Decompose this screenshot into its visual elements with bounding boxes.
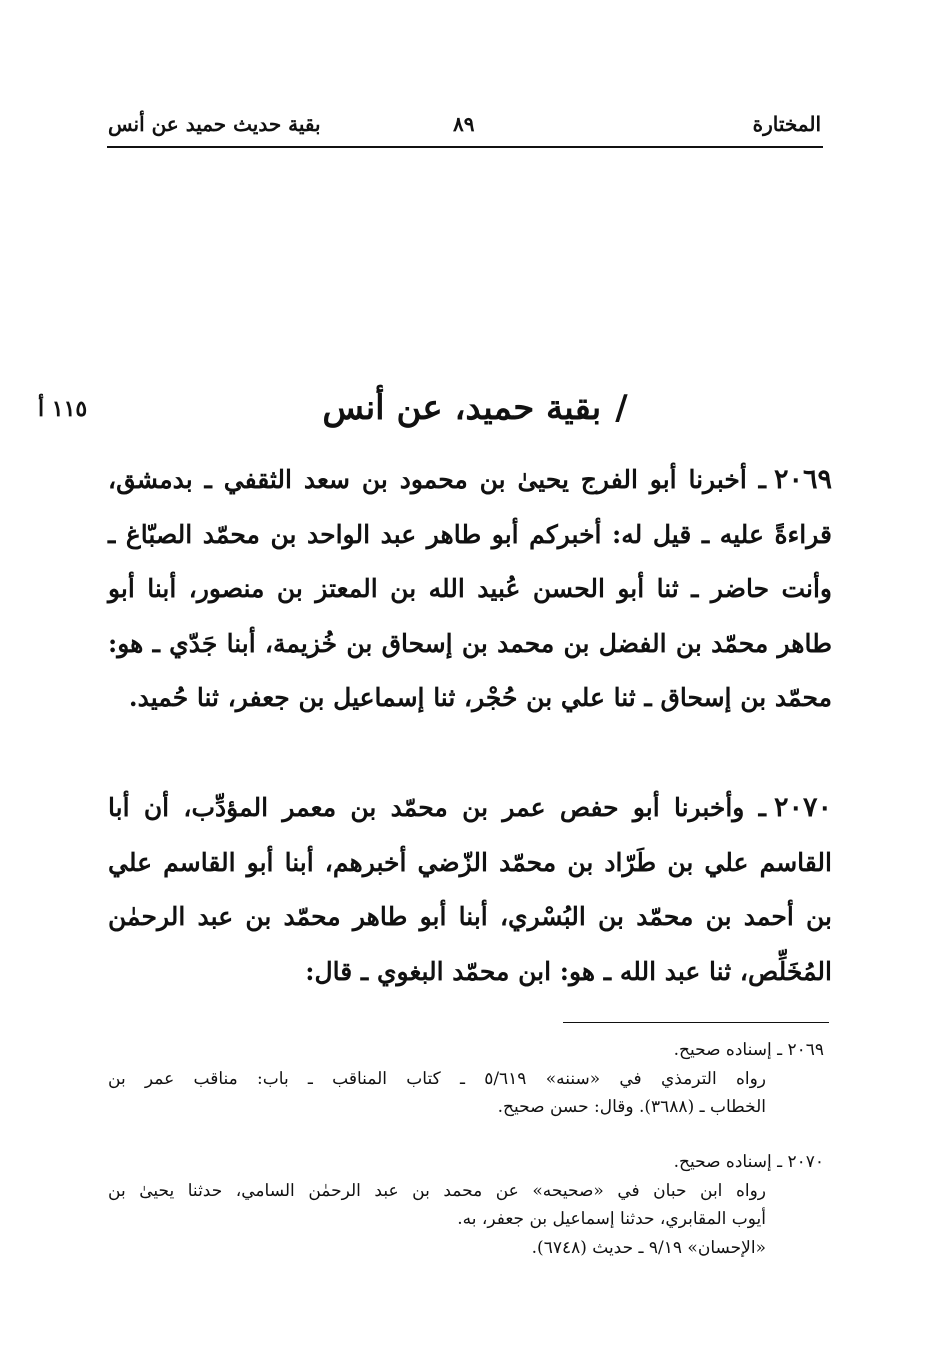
hadith-2069 (108, 453, 832, 726)
page-number: ٨٩ (453, 112, 475, 136)
running-header-chapter: بقية حديث حميد عن أنس (108, 112, 321, 136)
hadith-number: ٢٠٦٩ (773, 464, 832, 495)
footnote-line: «الإحسان» ٩/١٩ ـ حديث (٦٧٤٨). (531, 1237, 766, 1258)
footnote-rule (563, 1022, 829, 1023)
hadith-text: ـ أخبرنا أبو الفرج يحيىٰ بن محمود بن سعد الثقفي ـ بدمشق، قراءةً عليه ـ قيل له: أخبركم أبو طاهر عبد الواحد بن محمّد الصبّاغ ـ وأنت حاضر ـ ثنا أبو الحسن عُبيد الله بن المعتز بن منصور، أبنا أبو طاهر محمّد بن الفضل بن محمد بن إسحاق بن خُزيمة، أبنا جَدّي ـ هو: محمّد بن إسحاق ـ ثنا علي بن حُجْر، ثنا إسماعيل بن جعفر، ثنا حُميد. (108, 465, 832, 712)
footnote-line: رواه ابن حبان في «صحيحه» عن محمد بن عبد الرحمٰن السامي، حدثنا يحيىٰ بن (108, 1180, 766, 1201)
hadith-text: ـ وأخبرنا أبو حفص عمر بن محمّد بن معمر المؤدِّب، أن أبا القاسم علي بن طَرّاد بن محمّد الزّضي أخبرهم، أبنا أبو القاسم علي بن أحمد بن محمّد بن البُسْري، أبنا أبو طاهر محمّد بن عبد الرحمٰن المُخَلِّص، ثنا عبد الله ـ هو: ابن محمّد البغوي ـ قال: (108, 793, 832, 986)
hadith-number: ٢٠٧٠ (773, 792, 832, 823)
footnote-line: رواه الترمذي في «سننه» ٥/٦١٩ ـ كتاب المناقب ـ باب: مناقب عمر بن (108, 1068, 766, 1089)
running-header-book-title: المختارة (752, 112, 821, 136)
footnote-line: أيوب المقابري، حدثنا إسماعيل بن جعفر، به. (457, 1209, 766, 1230)
footnote-line: ٢٠٧٠ ـ إسناده صحيح. (673, 1152, 824, 1172)
manuscript-folio-ref: ١١٥ أ (38, 396, 88, 422)
section-title-text: بقية حميد، عن أنس (322, 388, 602, 428)
header-rule (107, 146, 823, 148)
section-title (300, 388, 650, 428)
footnote-line: ٢٠٦٩ ـ إسناده صحيح. (673, 1040, 824, 1060)
footnote-line: الخطاب ـ (٣٦٨٨). وقال: حسن صحيح. (497, 1097, 766, 1118)
footnote-2070 (108, 1148, 824, 1262)
footnote-2069 (108, 1036, 824, 1122)
folio-mark: / (615, 388, 628, 428)
hadith-2070 (108, 781, 832, 999)
